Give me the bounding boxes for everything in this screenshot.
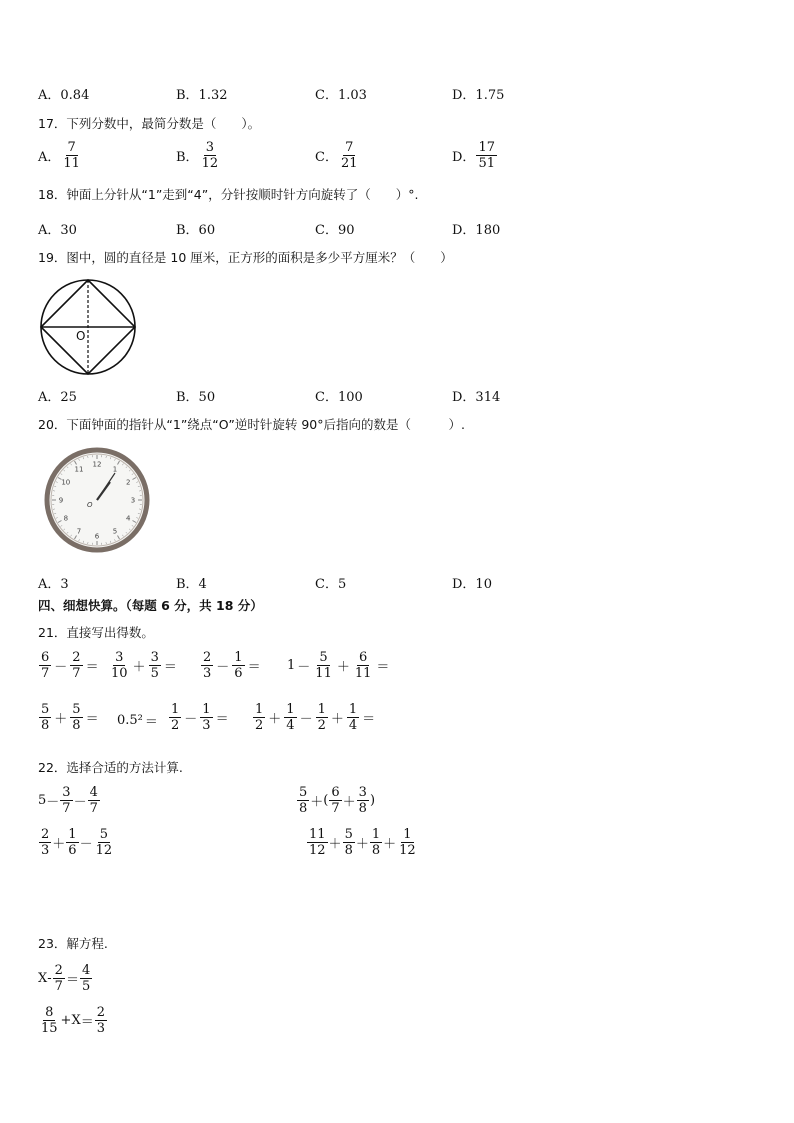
q17-fraction-d	[476, 140, 497, 171]
clock-number-10: 10	[61, 478, 71, 487]
numerator: 1	[371, 827, 381, 842]
one: 1	[287, 658, 296, 673]
numerator: 1	[171, 702, 180, 717]
q17-option-b	[176, 140, 221, 171]
q21-stem: 21．直接写出得数。	[38, 625, 154, 640]
denominator: 7	[89, 801, 98, 816]
denominator: 2	[255, 718, 264, 733]
q19-option-c: C．100	[315, 390, 363, 405]
q17-fraction-b	[200, 140, 221, 171]
q19-option-d: D．314	[452, 390, 501, 405]
denominator: 3	[202, 718, 211, 733]
equals-sign: ＝	[362, 712, 376, 727]
q22-expr-2	[296, 785, 375, 816]
denominator: 8	[41, 718, 50, 733]
denominator: 5	[81, 979, 91, 994]
q18-option-c: C．90	[315, 223, 355, 238]
denominator: 7	[62, 801, 71, 816]
numerator: 1	[286, 702, 295, 717]
minus-sign: －	[46, 795, 60, 810]
q20-option-d: D．10	[452, 577, 492, 592]
clock-number-1: 1	[112, 465, 118, 474]
denominator: 3	[41, 843, 50, 858]
minus-sign: －	[184, 712, 198, 727]
q21-expr-2	[108, 650, 179, 681]
plus-sign: ＋	[383, 837, 397, 852]
denominator: 8	[371, 843, 381, 858]
equals-sign: ＝	[163, 660, 177, 675]
denominator: 5	[150, 666, 159, 681]
denominator: 8	[344, 843, 353, 858]
numerator: 3	[205, 140, 214, 155]
q21-expr-3	[200, 650, 263, 681]
denominator: 51	[478, 156, 495, 171]
denominator: 11	[315, 666, 332, 681]
q23-equation-2	[38, 1005, 108, 1036]
numerator: 2	[96, 1005, 106, 1020]
q22-stem: 22．选择合适的方法计算.	[38, 760, 183, 775]
equals-sign: ＝	[144, 715, 158, 730]
q18-option-b: B．60	[176, 223, 216, 238]
q17-label-b: B．	[176, 150, 199, 165]
numerator: 1	[255, 702, 264, 717]
clock-number-4: 4	[125, 514, 131, 523]
denominator: 2	[317, 718, 326, 733]
plus-sign: ＋	[342, 795, 356, 810]
numerator: 8	[45, 1005, 54, 1020]
denominator: 7	[41, 666, 50, 681]
denominator: 15	[41, 1021, 58, 1036]
circle-square-figure	[38, 278, 138, 376]
clock-number-2: 2	[125, 478, 131, 487]
clock-number-5: 5	[112, 527, 118, 536]
numerator: 6	[331, 785, 340, 800]
q23-stem: 23．解方程.	[38, 936, 108, 951]
numerator: 1	[202, 702, 211, 717]
numerator: 6	[41, 650, 50, 665]
q19-option-b: B．50	[176, 390, 216, 405]
variable-x: X	[38, 971, 48, 986]
q20-option-a: A．3	[38, 577, 69, 592]
q17-stem: 17．下列分数中，最简分数是（ ）。	[38, 116, 261, 131]
equals-sign: ＝	[85, 660, 99, 675]
denominator: 7	[54, 979, 63, 994]
q17-label-a: A．	[38, 150, 61, 165]
denominator: 6	[234, 666, 243, 681]
q16-option-c: C．1.03	[315, 88, 367, 103]
q22-expr-3	[38, 827, 115, 858]
denominator: 8	[72, 718, 81, 733]
equals-sign: ＝	[85, 712, 99, 727]
numerator: 6	[358, 650, 368, 665]
numerator: 7	[345, 140, 354, 155]
q22-expr-4	[306, 827, 419, 858]
q20-option-c: C．5	[315, 577, 347, 592]
q16-option-a: A．0.84	[38, 88, 90, 103]
denominator: 11	[63, 156, 80, 171]
clock-number-6: 6	[94, 532, 100, 541]
numerator: 5	[41, 702, 50, 717]
numerator: 2	[203, 650, 212, 665]
q18-stem: 18．钟面上分针从“1”走到“4”，分针按顺时针方向旋转了（ ）°.	[38, 187, 419, 202]
q17-option-a	[38, 140, 83, 171]
numerator: 3	[62, 785, 71, 800]
numerator: 5	[299, 785, 308, 800]
q21-expr-8	[252, 702, 377, 733]
denominator: 7	[72, 666, 81, 681]
equals-sign: ＝	[247, 660, 261, 675]
q17-label-c: C．	[315, 150, 338, 165]
minus-sign: －	[73, 795, 87, 810]
denominator: 12	[309, 843, 326, 858]
q16-option-d: D．1.75	[452, 88, 505, 103]
plus-sign: ＋	[310, 795, 324, 810]
denominator: 21	[340, 156, 358, 171]
denominator: 11	[354, 666, 372, 681]
plus-sign: ＋	[268, 712, 282, 727]
equals-sign: ＝	[215, 712, 229, 727]
clock-number-7: 7	[76, 527, 82, 536]
q23-equation-1	[38, 963, 93, 994]
denominator: 3	[203, 666, 212, 681]
numerator: 3	[358, 785, 367, 800]
denominator: 7	[331, 801, 340, 816]
plus-sign: ＋	[54, 712, 68, 727]
denominator: 4	[286, 718, 295, 733]
minus-sign: －	[297, 660, 311, 675]
numerator: 3	[115, 650, 124, 665]
denominator: 3	[96, 1021, 106, 1036]
left-paren: (	[323, 793, 329, 808]
plus-sign: +	[60, 1013, 72, 1028]
right-paren: )	[369, 793, 376, 808]
q21-expr-7	[168, 702, 231, 733]
numerator: 5	[99, 827, 108, 842]
numerator: 11	[309, 827, 326, 842]
clock-number-9: 9	[58, 496, 64, 505]
plus-sign: ＋	[355, 837, 369, 852]
numerator: 1	[317, 702, 326, 717]
q19-stem: 19．图中，圆的直径是 10 厘米，正方形的面积是多少平方厘米？（ ）	[38, 250, 453, 265]
plus-sign: ＋	[328, 837, 342, 852]
denominator: 10	[111, 666, 128, 681]
numerator: 17	[478, 140, 495, 155]
numerator: 3	[150, 650, 159, 665]
clock-number-11: 11	[74, 465, 84, 474]
q20-option-b: B．4	[176, 577, 207, 592]
numerator: 2	[72, 650, 81, 665]
q17-option-d	[452, 140, 498, 171]
plus-sign: ＋	[132, 660, 146, 675]
q18-option-d: D．180	[452, 223, 501, 238]
numerator: 4	[81, 963, 91, 978]
q21-expr-1	[38, 650, 101, 681]
clock-center-label: O	[87, 501, 93, 509]
minus-sign: －	[299, 712, 313, 727]
q17-fraction-a	[61, 140, 82, 171]
numerator: 1	[348, 702, 358, 717]
q17-fraction-c	[339, 140, 360, 171]
clock-number-8: 8	[63, 514, 69, 523]
plus-sign: ＋	[330, 712, 344, 727]
denominator: 8	[299, 801, 308, 816]
q22-expr-1	[38, 785, 101, 816]
q16-option-b: B．1.32	[176, 88, 228, 103]
numerator: 4	[89, 785, 98, 800]
numerator: 5	[344, 827, 353, 842]
denominator: 12	[201, 156, 219, 171]
plus-sign: ＋	[336, 660, 350, 675]
numerator: 2	[41, 827, 50, 842]
q21-expr-5	[38, 702, 101, 733]
minus-sign: －	[216, 660, 230, 675]
equals-sign: ＝	[80, 1015, 94, 1030]
clock-number-12: 12	[92, 460, 102, 469]
q18-option-a: A．30	[38, 223, 77, 238]
equals-sign: ＝	[65, 973, 79, 988]
numerator: 1	[234, 650, 243, 665]
plus-sign: ＋	[52, 837, 66, 852]
q20-stem: 20．下面钟面的指针从“1”绕点“O”逆时针旋转 90°后指向的数是（ ）.	[38, 417, 465, 432]
denominator: 2	[171, 718, 180, 733]
numerator: 5	[72, 702, 81, 717]
q19-option-a: A．25	[38, 390, 77, 405]
numerator: 1	[68, 827, 77, 842]
denominator: 4	[348, 718, 358, 733]
denominator: 6	[68, 843, 77, 858]
clock-number-3: 3	[130, 496, 136, 505]
numerator: 1	[403, 827, 412, 842]
minus-sign: -	[47, 971, 52, 986]
q17-option-c	[315, 140, 361, 171]
numerator: 7	[67, 140, 76, 155]
numerator: 2	[54, 963, 63, 978]
variable-x: X	[71, 1013, 81, 1028]
equals-sign: ＝	[376, 660, 390, 675]
denominator: 12	[95, 843, 113, 858]
denominator: 12	[399, 843, 416, 858]
minus-sign: －	[79, 837, 93, 852]
q17-label-d: D．	[452, 150, 476, 165]
clock-face	[42, 446, 152, 554]
section-4-title: 四、细想快算。（每题 6 分，共 18 分）	[38, 598, 263, 613]
numerator: 5	[319, 650, 328, 665]
minus-sign: －	[54, 660, 68, 675]
center-label: O	[76, 329, 86, 343]
denominator: 8	[358, 801, 367, 816]
five: 5	[38, 793, 47, 808]
q21-expr-4	[287, 650, 391, 681]
q21-expr-6	[117, 711, 160, 730]
half-squared: 0.5²	[117, 713, 143, 728]
